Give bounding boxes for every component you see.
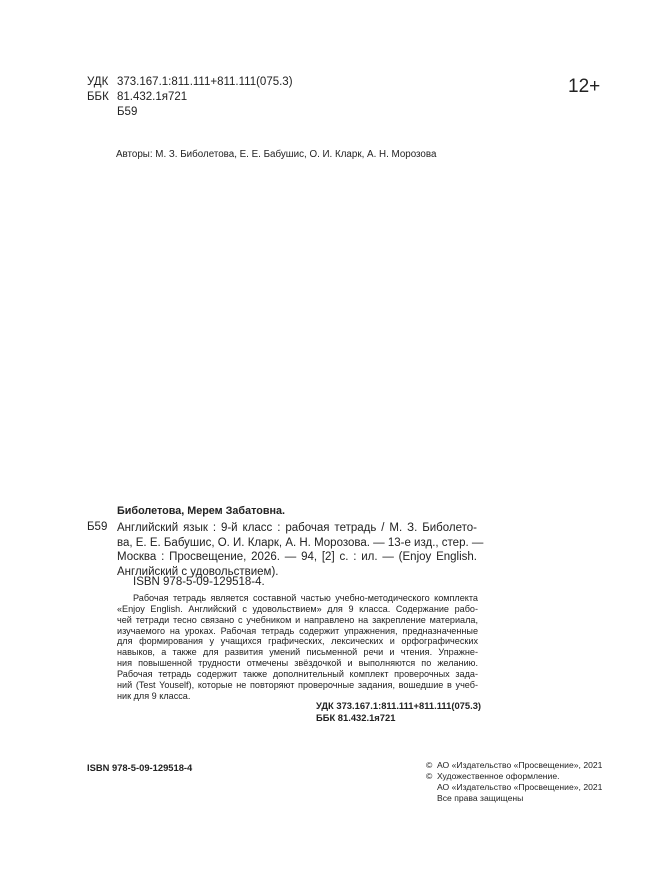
- authors-line: Авторы: М. З. Биболетова, Е. Е. Бабушис, О. И. Кларк, А. Н. Морозова: [116, 149, 437, 160]
- abstract-line: ния повышенной трудности отмечены звёздочкой и выполняются по желанию.: [117, 658, 478, 669]
- description-line: Москва : Просвещение, 2026. — 94, [2] с. : ил. — (Enjoy English.: [117, 551, 477, 564]
- udk-row: [87, 75, 293, 90]
- catalog-description: [117, 521, 484, 579]
- catalog-classification: [316, 700, 481, 724]
- description-line: Английский с удовольствием).: [117, 565, 279, 578]
- abstract-line: для формирования у учащихся графических, лексических и орфографических: [117, 636, 478, 647]
- abstract-line: изучаемого на уроках. Рабочая тетрадь содержит упражнения, предназначенные: [117, 625, 478, 636]
- bbk-value: 81.432.1я721: [117, 91, 188, 103]
- abstract-line: навыков, а также для развития умений письменной речи и чтения. Упражне-: [117, 647, 478, 658]
- description-line: ва, Е. Е. Бабушис, О. И. Кларк, А. Н. Морозова. — 13-е изд., стер. —: [117, 536, 484, 549]
- abstract-line: Рабочая тетрадь содержит также дополнительный комплект проверочных зада-: [117, 668, 478, 679]
- abstract-line: ний (Test Youself), которые не повторяют проверочные задания, вошедшие в учеб-: [117, 679, 478, 690]
- catalog-abstract: [117, 593, 478, 701]
- catalog-heading: Биболетова, Мерем Забатовна.: [117, 505, 285, 517]
- author-mark: Б59: [117, 106, 138, 118]
- footer-isbn: ISBN 978-5-09-129518-4: [87, 762, 193, 773]
- bbk-label: ББК: [87, 91, 109, 103]
- abstract-line: чей тетради тесно связано с учебником и направлено на закрепление материала,: [117, 614, 478, 625]
- udk-value: 373.167.1:811.111+811.111(075.3): [117, 76, 293, 88]
- rights-reserved: Все права защищены: [437, 793, 524, 803]
- description-line: Английский язык : 9-й класс : рабочая тетрадь / М. З. Биболето-: [117, 522, 477, 534]
- abstract-line: «Enjoy English. Английский с удовольствием» для 9 класса. Содержание рабо-: [117, 603, 478, 614]
- catalog-udk: УДК 373.167.1:811.111+811.111(075.3): [316, 700, 482, 711]
- copyright-block: [426, 760, 602, 804]
- catalog-isbn: ISBN 978-5-09-129518-4.: [133, 576, 265, 588]
- age-rating: 12+: [568, 76, 601, 97]
- bbk-row: [87, 90, 187, 105]
- copyright-symbol: ©: [426, 760, 433, 770]
- udk-label: УДК: [87, 76, 109, 88]
- abstract-line: ник для 9 класса.: [117, 690, 191, 701]
- abstract-line: Рабочая тетрадь является составной частью учебно-методического комплекта: [133, 593, 478, 603]
- catalog-code: Б59: [87, 521, 108, 533]
- copyright-line: АО «Издательство «Просвещение», 2021: [437, 760, 603, 770]
- catalog-bbk: ББК 81.432.1я721: [316, 712, 396, 723]
- copyright-line: АО «Издательство «Просвещение», 2021: [437, 782, 603, 792]
- copyright-symbol: ©: [426, 771, 433, 781]
- copyright-line: Художественное оформление.: [437, 771, 560, 781]
